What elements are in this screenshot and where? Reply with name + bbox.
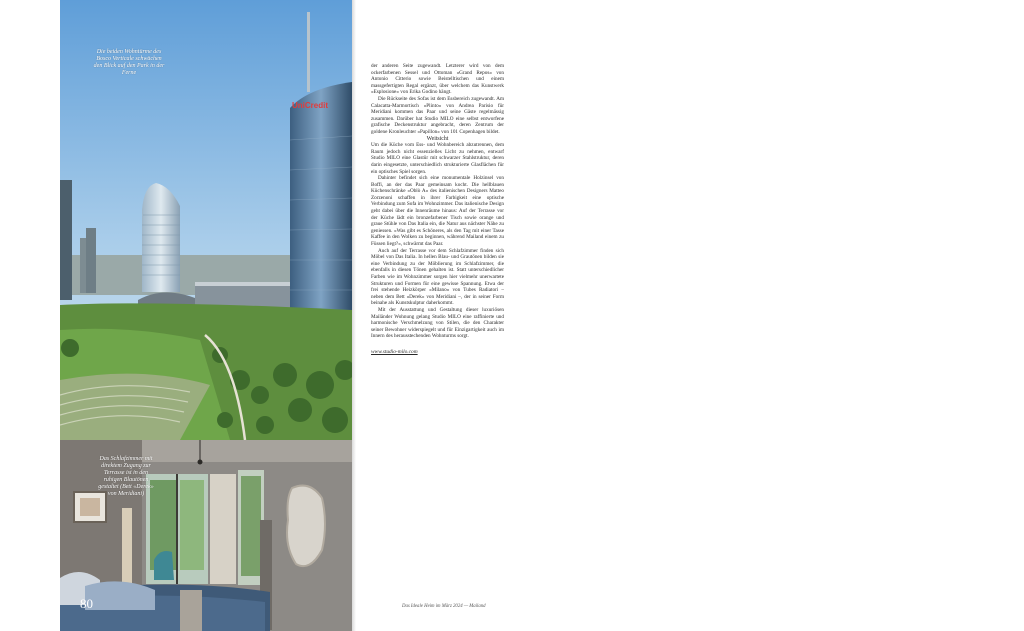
article-subheading: Weitsicht <box>426 135 449 142</box>
article-paragraph: Dahinter befindet sich eine monumentale Holzinsel von Boffi, an der das Paar gemeinsam kocht. Die hellblauen Küchenschränke «Oblò A» des italienischen Designers Matteo Zorzenoni schaffen in ihrer Farbigkeit eine optische Verbindung zum Sofa im Wohnzimmer. Das italienische Design geht dabei über die Innenräume hinaus: Auf der Terrasse vor der Küche lädt ein bronzefarbener Tisch sowie orange und graue Stühle von Das Italia ein, die Natur aus nächster Nähe zu geniessen. «Was gibt es Schöneres, als den Tag mit einer Tasse Kaffee in den Wolken zu beginnen, während Mailand einem zu Füssen liegt?», schwärmt das Paar. <box>371 175 504 248</box>
article-text <box>371 63 504 356</box>
unicredit-sign: UniCredit <box>292 101 328 110</box>
bottom-photo-caption: Das Schlafzimmer mit direktem Zugang zur Terrasse ist in den ruhigen Blautönen gestaltet (Bett «Derek» von Meridiani) <box>98 456 154 497</box>
page-gutter <box>352 0 356 631</box>
page-footer: Das Ideale Heim im März 2024 — Mailand <box>402 604 486 609</box>
page-number: 80 <box>80 596 93 611</box>
article-paragraph: der anderen Seite zugewandt. Letzterer wird von dem ockerfarbenen Sessel und Ottoman «Grand Repos» von Antonio Citterio sowie Beistelltischen und einem massgefertigten Regal ergänzt, über welchem das Kunstwerk «Esplosione» von Erika Godino hängt. <box>371 63 504 96</box>
article-paragraph: Die Rückseite des Sofas ist dem Essbereich zugewandt. Am Calacatta-Marmortisch «Plinto» von Andrea Parisio für Meridiani kommen das Paar und seine Gäste regelmässig zusammen. Darüber hat Studio MILO eine selbst entworfene grafische Deckenstruktur angebracht, deren Zentrum der goldene Kronleuchter «Papillon» von 101 Copenhagen bildet. <box>371 95 504 135</box>
website-link[interactable]: www.studio-milo.com <box>371 348 418 355</box>
article-paragraph: Auch auf der Terrasse vor dem Schlafzimmer finden sich Möbel von Das Italia. In hellen Blau- und Grautönen bilden sie eine Verbindung zu der Möblierung im Schlafzimmer, die ebenfalls in diesen Tönen gehalten ist. Statt unterschiedlicher Farben wie im Wohnzimmer sorgen hier vielmehr unerwartete Strukturen und Formen für eine gewisse Spannung. Etwa der frei stehende Heizkörper «Milano» von Tubes Radiatori – neben dem Bett «Derek» von Meridiani –, der in seiner Form beinahe als Kunstskulptur daherkommt. <box>371 247 504 307</box>
article-paragraph: Um die Küche vom Ess- und Wohnbereich abzutrennen, dem Raum jedoch nicht essenzielles Licht zu nehmen, entwarf Studio MILO eine Glastür mit schwarzer Stahlstruktur, deren darin eingesetzte, unterschiedlich strukturierte Glasflächen für ein optisches Spiel sorgen. <box>371 142 504 175</box>
top-photo-caption: Die beiden Wohntürme des Bosco Verticale schwächen den Blick auf den Park in der Ferne <box>93 49 165 76</box>
article-paragraph: Mit der Ausstattung und Gestaltung dieser luxuriösen Mailänder Wohnung gelang Studio MILO eine raffinierte und harmonische Verschmelzung von Stilen, die den Charakter seiner Bewohner widerspiegelt und für Einzigartigkeit auch im Innern des herausstechenden Wohnturms sorgt. <box>371 306 504 340</box>
